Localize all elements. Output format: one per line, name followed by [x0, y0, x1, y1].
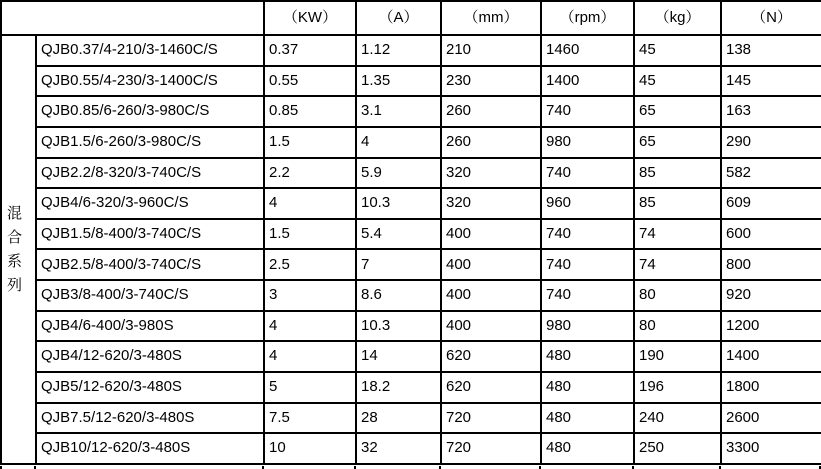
weight-cell: 65	[634, 96, 721, 127]
table-body	[1, 35, 821, 464]
weight-cell: 74	[634, 249, 721, 280]
diameter-cell: 230	[441, 66, 541, 97]
current-cell: 7	[356, 249, 441, 280]
table-row	[1, 188, 821, 219]
table-row	[1, 280, 821, 311]
model-cell: QJB0.85/6-260/3-980C/S	[36, 96, 264, 127]
weight-cell: 45	[634, 66, 721, 97]
weight-cell: 85	[634, 158, 721, 189]
table-header	[1, 1, 821, 35]
power-cell: 0.85	[264, 96, 356, 127]
model-cell: QJB5/12-620/3-480S	[36, 372, 264, 403]
table-row	[1, 66, 821, 97]
power-cell: 1.5	[264, 127, 356, 158]
table-row	[1, 249, 821, 280]
thrust-cell: 1800	[721, 372, 821, 403]
diameter-cell: 260	[441, 127, 541, 158]
thrust-cell: 800	[721, 249, 821, 280]
current-cell: 5.4	[356, 219, 441, 250]
current-cell: 10.3	[356, 311, 441, 342]
diameter-cell: 620	[441, 372, 541, 403]
power-cell: 3	[264, 280, 356, 311]
speed-cell: 480	[541, 403, 634, 434]
column-header-current: （A）	[356, 1, 441, 35]
power-cell: 4	[264, 311, 356, 342]
power-cell: 1.5	[264, 219, 356, 250]
current-cell: 1.35	[356, 66, 441, 97]
series-label-text: 混合系列	[6, 204, 22, 294]
table-row	[1, 35, 821, 66]
speed-cell: 740	[541, 158, 634, 189]
weight-cell: 65	[634, 127, 721, 158]
table-row	[1, 433, 821, 464]
thrust-cell: 163	[721, 96, 821, 127]
power-cell: 5	[264, 372, 356, 403]
power-cell: 2.5	[264, 249, 356, 280]
current-cell: 32	[356, 433, 441, 464]
model-cell: QJB4/6-320/3-960C/S	[36, 188, 264, 219]
column-header-power: （KW）	[264, 1, 356, 35]
thrust-cell: 145	[721, 66, 821, 97]
model-cell: QJB0.37/4-210/3-1460C/S	[36, 35, 264, 66]
model-cell: QJB0.55/4-230/3-1400C/S	[36, 66, 264, 97]
speed-cell: 960	[541, 188, 634, 219]
power-cell: 7.5	[264, 403, 356, 434]
thrust-cell: 1200	[721, 311, 821, 342]
column-header-weight: （kg）	[634, 1, 721, 35]
diameter-cell: 400	[441, 280, 541, 311]
diameter-cell: 400	[441, 219, 541, 250]
table-row	[1, 219, 821, 250]
diameter-cell: 620	[441, 341, 541, 372]
thrust-cell: 2600	[721, 403, 821, 434]
table-row	[1, 372, 821, 403]
thrust-cell: 609	[721, 188, 821, 219]
power-cell: 4	[264, 341, 356, 372]
model-cell: QJB1.5/8-400/3-740C/S	[36, 219, 264, 250]
model-cell: QJB10/12-620/3-480S	[36, 433, 264, 464]
model-cell: QJB3/8-400/3-740C/S	[36, 280, 264, 311]
thrust-cell: 290	[721, 127, 821, 158]
weight-cell: 80	[634, 311, 721, 342]
column-header-thrust: （N）	[721, 1, 821, 35]
current-cell: 3.1	[356, 96, 441, 127]
thrust-cell: 1400	[721, 341, 821, 372]
weight-cell: 196	[634, 372, 721, 403]
weight-cell: 45	[634, 35, 721, 66]
diameter-cell: 720	[441, 433, 541, 464]
current-cell: 4	[356, 127, 441, 158]
thrust-cell: 582	[721, 158, 821, 189]
diameter-cell: 210	[441, 35, 541, 66]
power-cell: 0.37	[264, 35, 356, 66]
weight-cell: 240	[634, 403, 721, 434]
header-corner-cell	[1, 1, 264, 35]
diameter-cell: 720	[441, 403, 541, 434]
thrust-cell: 600	[721, 219, 821, 250]
speed-cell: 740	[541, 280, 634, 311]
speed-cell: 1400	[541, 66, 634, 97]
thrust-cell: 920	[721, 280, 821, 311]
speed-cell: 1460	[541, 35, 634, 66]
weight-cell: 74	[634, 219, 721, 250]
model-cell: QJB7.5/12-620/3-480S	[36, 403, 264, 434]
power-cell: 0.55	[264, 66, 356, 97]
table-row	[1, 311, 821, 342]
thrust-cell: 138	[721, 35, 821, 66]
table-row	[1, 96, 821, 127]
speed-cell: 980	[541, 311, 634, 342]
table-row	[1, 158, 821, 189]
speed-cell: 980	[541, 127, 634, 158]
table-row	[1, 127, 821, 158]
current-cell: 10.3	[356, 188, 441, 219]
table-row	[1, 341, 821, 372]
column-header-diameter: （mm）	[441, 1, 541, 35]
model-cell: QJB2.2/8-320/3-740C/S	[36, 158, 264, 189]
thrust-cell: 3300	[721, 433, 821, 464]
weight-cell: 190	[634, 341, 721, 372]
diameter-cell: 320	[441, 158, 541, 189]
diameter-cell: 400	[441, 311, 541, 342]
power-cell: 2.2	[264, 158, 356, 189]
weight-cell: 80	[634, 280, 721, 311]
table-row	[1, 403, 821, 434]
model-cell: QJB2.5/8-400/3-740C/S	[36, 249, 264, 280]
power-cell: 10	[264, 433, 356, 464]
speed-cell: 480	[541, 341, 634, 372]
model-cell: QJB4/6-400/3-980S	[36, 311, 264, 342]
model-cell: QJB1.5/6-260/3-980C/S	[36, 127, 264, 158]
current-cell: 5.9	[356, 158, 441, 189]
header-row	[1, 1, 821, 35]
diameter-cell: 260	[441, 96, 541, 127]
current-cell: 18.2	[356, 372, 441, 403]
speed-cell: 740	[541, 96, 634, 127]
weight-cell: 250	[634, 433, 721, 464]
column-header-speed: （rpm）	[541, 1, 634, 35]
current-cell: 8.6	[356, 280, 441, 311]
weight-cell: 85	[634, 188, 721, 219]
current-cell: 1.12	[356, 35, 441, 66]
diameter-cell: 400	[441, 249, 541, 280]
diameter-cell: 320	[441, 188, 541, 219]
speed-cell: 740	[541, 249, 634, 280]
series-label-cell	[1, 35, 36, 464]
speed-cell: 480	[541, 433, 634, 464]
speed-cell: 740	[541, 219, 634, 250]
current-cell: 28	[356, 403, 441, 434]
power-cell: 4	[264, 188, 356, 219]
current-cell: 14	[356, 341, 441, 372]
model-cell: QJB4/12-620/3-480S	[36, 341, 264, 372]
speed-cell: 480	[541, 372, 634, 403]
